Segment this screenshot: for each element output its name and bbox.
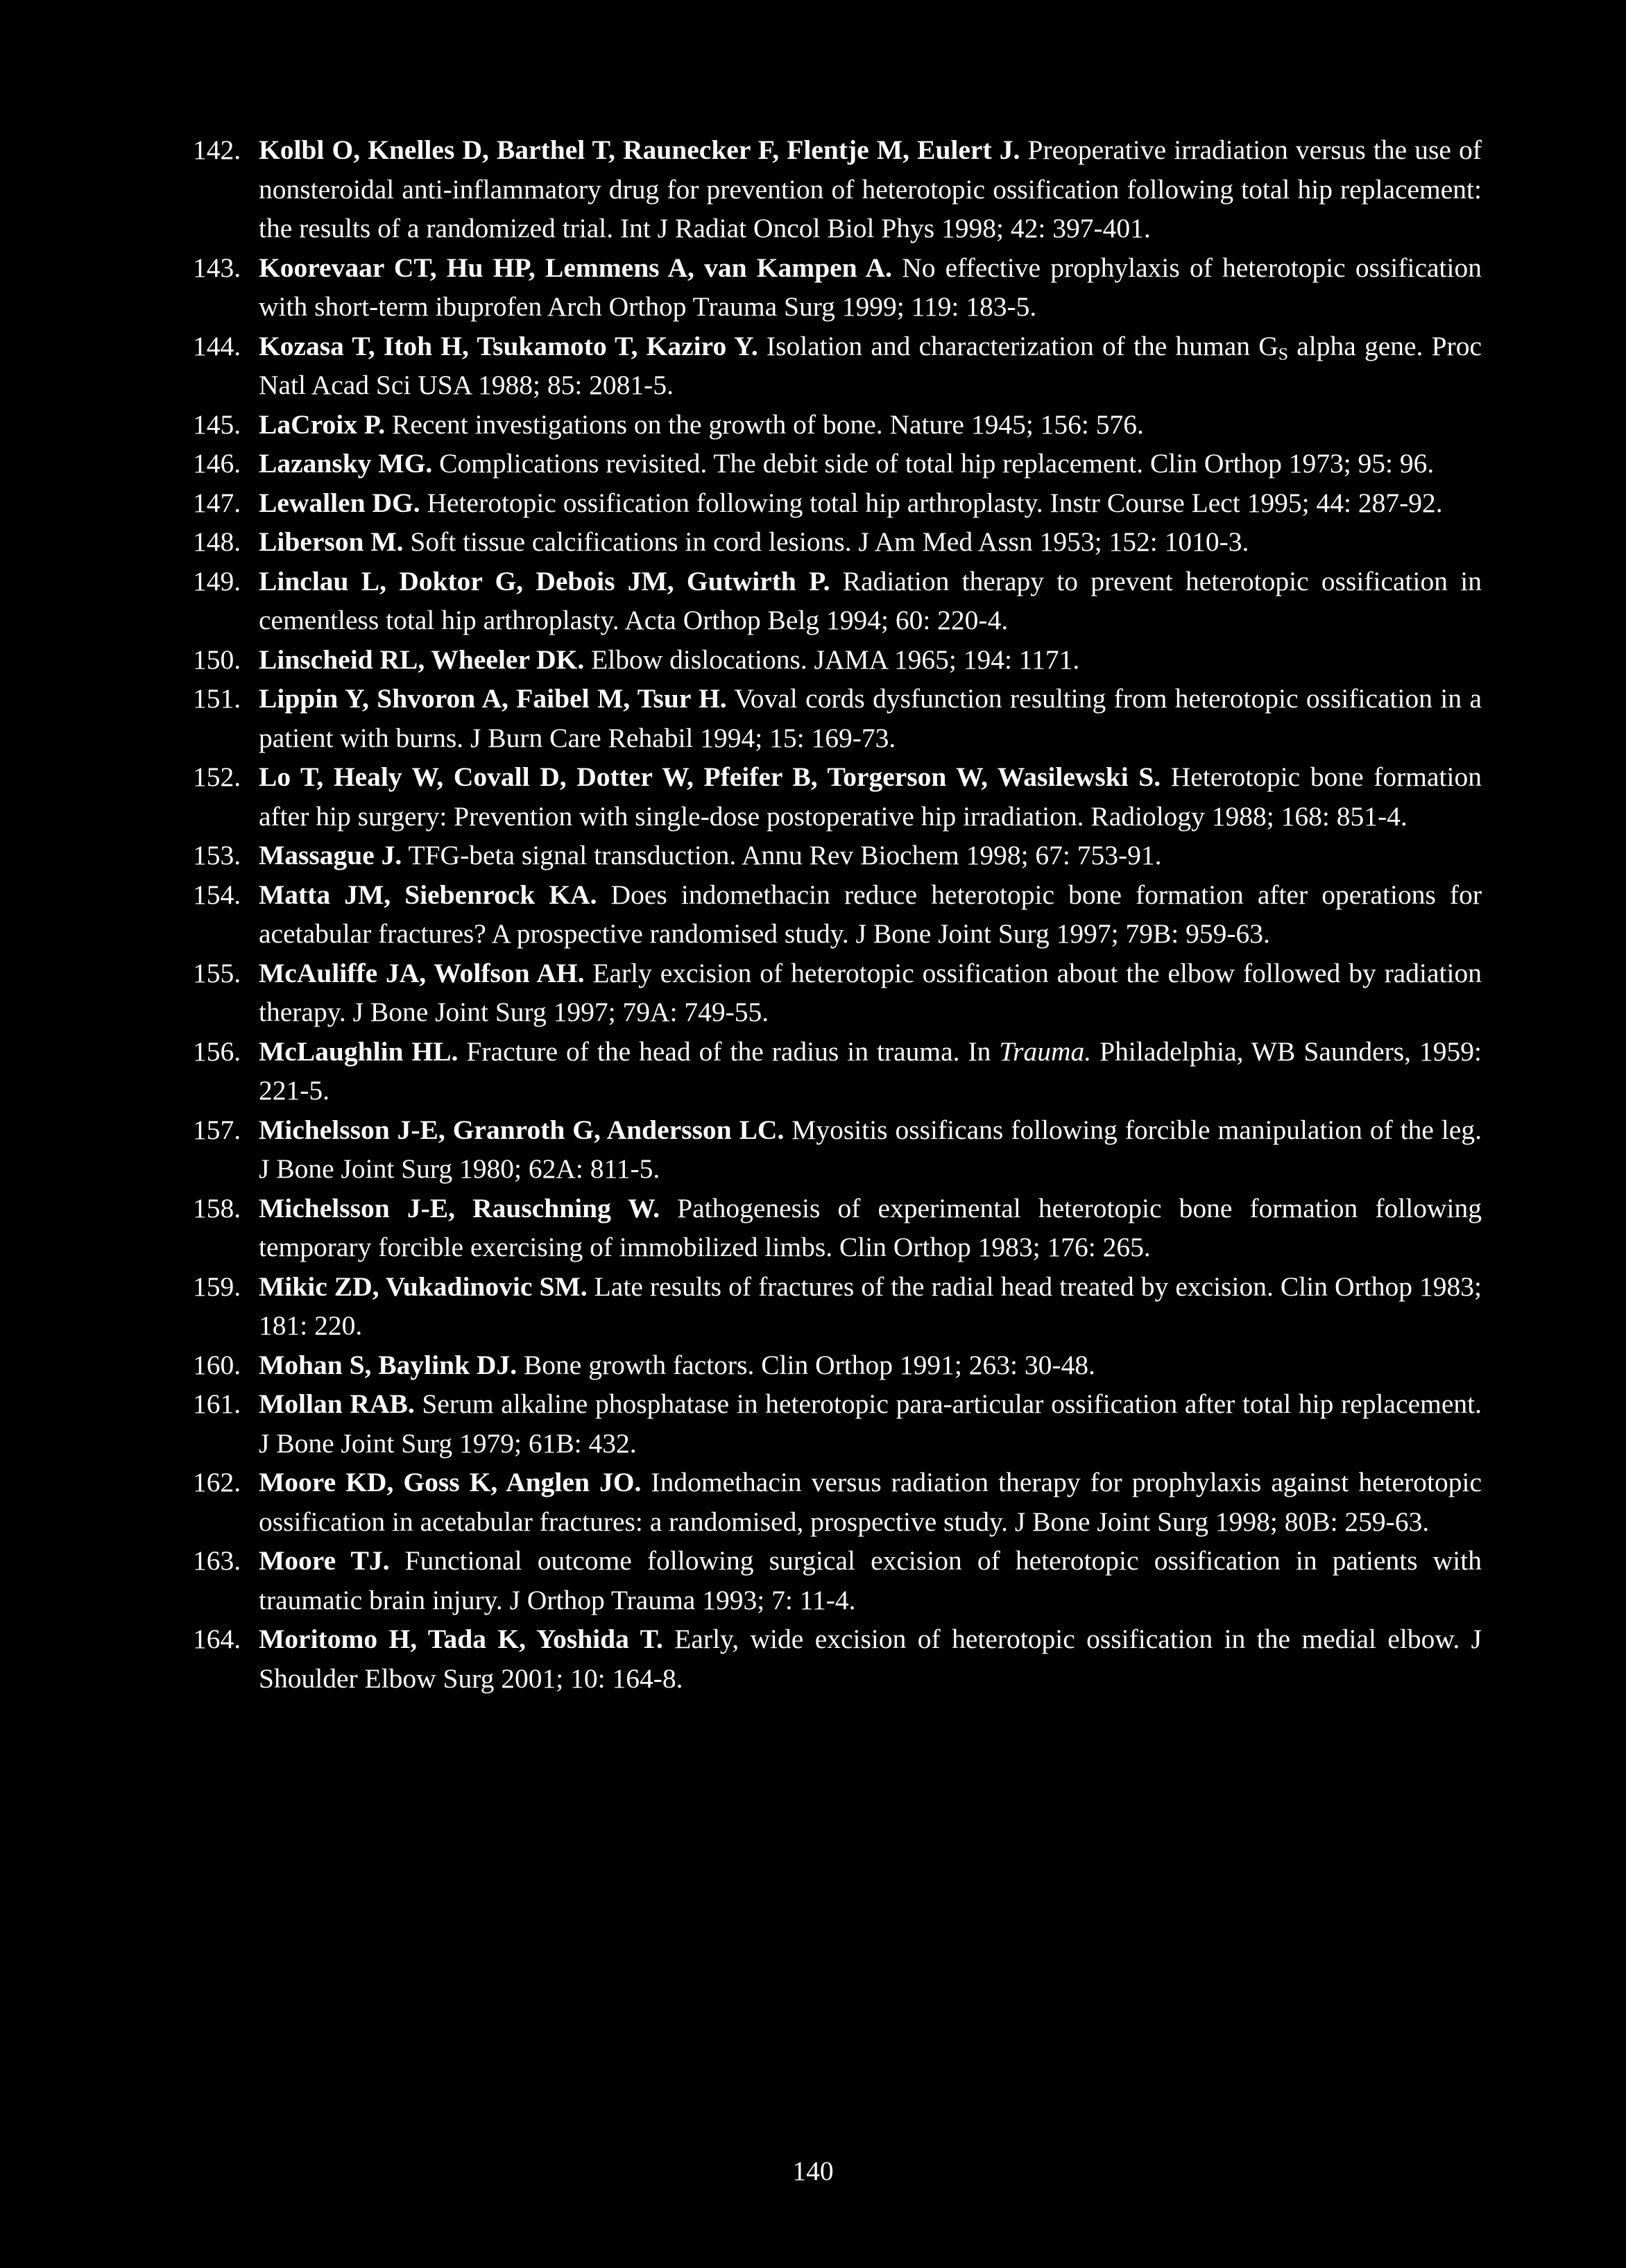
reference-item bbox=[193, 875, 1482, 954]
book-title: Trauma. bbox=[999, 1036, 1092, 1067]
reference-number: 146. bbox=[193, 448, 241, 479]
reference-number: 144. bbox=[193, 330, 241, 361]
reference-body bbox=[259, 1189, 1482, 1267]
page-number: 140 bbox=[792, 2156, 834, 2186]
reference-body bbox=[259, 522, 1482, 562]
reference-item bbox=[193, 1032, 1482, 1110]
reference-text: Myositis ossificans following forcible manipulation of the leg. J Bone Joint Surg 1980; 62A: 811-5. bbox=[259, 1114, 1482, 1184]
reference-authors: McLaughlin HL. bbox=[259, 1036, 459, 1067]
subscript-s: S bbox=[1278, 343, 1289, 363]
reference-authors: Lippin Y, Shvoron A, Faibel M, Tsur H. bbox=[259, 683, 727, 714]
reference-number: 156. bbox=[193, 1036, 241, 1067]
reference-number: 147. bbox=[193, 487, 241, 518]
reference-number: 148. bbox=[193, 526, 241, 557]
reference-body bbox=[259, 875, 1482, 954]
reference-item bbox=[193, 248, 1482, 327]
reference-authors: Mohan S, Baylink DJ. bbox=[259, 1349, 517, 1380]
reference-body bbox=[259, 130, 1482, 248]
reference-text: Fracture of the head of the radius in trauma. In bbox=[458, 1036, 1000, 1067]
reference-number: 145. bbox=[193, 409, 241, 440]
reference-text: Elbow dislocations. JAMA 1965; 194: 1171. bbox=[584, 644, 1080, 675]
reference-item bbox=[193, 1620, 1482, 1698]
reference-body bbox=[259, 405, 1482, 445]
reference-text: Indomethacin versus radiation therapy for prophylaxis against heterotopic ossification in acetabular fractures: a randomised, prospective study. J Bone Joint Surg 1998; 80B: 259-63. bbox=[259, 1467, 1482, 1537]
reference-number: 153. bbox=[193, 840, 241, 870]
reference-text: Does indomethacin reduce heterotopic bone formation after operations for acetabular fractures? A prospective randomised study. J Bone Joint Surg 1997; 79B: 959-63. bbox=[259, 879, 1482, 949]
reference-text: Heterotopic ossification following total hip arthroplasty. Instr Course Lect 1995; 44: 287-92. bbox=[420, 487, 1443, 518]
reference-text: Voval cords dysfunction resulting from heterotopic ossification in a patient with burns. J Burn Care Rehabil 1994; 15: 169-73. bbox=[259, 683, 1482, 753]
reference-authors: Matta JM, Siebenrock KA. bbox=[259, 879, 597, 910]
reference-item bbox=[193, 640, 1482, 680]
reference-item bbox=[193, 1267, 1482, 1346]
reference-number: 161. bbox=[193, 1389, 241, 1419]
reference-body bbox=[259, 1267, 1482, 1346]
reference-text: Isolation and characterization of the human G bbox=[758, 330, 1278, 361]
reference-number: 154. bbox=[193, 879, 241, 910]
reference-body bbox=[259, 1032, 1482, 1110]
reference-number: 163. bbox=[193, 1545, 241, 1576]
reference-body bbox=[259, 1463, 1482, 1541]
reference-body bbox=[259, 483, 1482, 523]
reference-text: Radiation therapy to prevent heterotopic ossification in cementless total hip arthroplasty. Acta Orthop Belg 1994; 60: 220-4. bbox=[259, 565, 1482, 635]
reference-item bbox=[193, 405, 1482, 445]
reference-body bbox=[259, 954, 1482, 1032]
reference-item bbox=[193, 1110, 1482, 1189]
reference-number: 142. bbox=[193, 135, 241, 165]
reference-authors: McAuliffe JA, Wolfson AH. bbox=[259, 957, 585, 988]
reference-item bbox=[193, 1384, 1482, 1463]
reference-authors: LaCroix P. bbox=[259, 409, 386, 440]
reference-text: Functional outcome following surgical excision of heterotopic ossification in patients with traumatic brain injury. J Orthop Trauma 1993; 7: 11-4. bbox=[259, 1545, 1482, 1615]
reference-authors: Linscheid RL, Wheeler DK. bbox=[259, 644, 585, 675]
reference-item bbox=[193, 483, 1482, 523]
reference-authors: Mollan RAB. bbox=[259, 1389, 415, 1419]
reference-authors: Koorevaar CT, Hu HP, Lemmens A, van Kampen A. bbox=[259, 252, 893, 283]
reference-number: 157. bbox=[193, 1114, 241, 1145]
reference-body bbox=[259, 1110, 1482, 1189]
reference-body bbox=[259, 1384, 1482, 1463]
reference-text: TFG-beta signal transduction. Annu Rev Biochem 1998; 67: 753-91. bbox=[402, 840, 1162, 870]
reference-authors: Kolbl O, Knelles D, Barthel T, Raunecker F, Flentje M, Eulert J. bbox=[259, 135, 1020, 165]
reference-item bbox=[193, 679, 1482, 757]
reference-text-continued: Philadelphia, WB Saunders, 1959: 221-5. bbox=[259, 1036, 1482, 1106]
reference-item bbox=[193, 562, 1482, 640]
reference-item bbox=[193, 444, 1482, 483]
reference-number: 162. bbox=[193, 1467, 241, 1497]
reference-body bbox=[259, 1541, 1482, 1620]
reference-body bbox=[259, 1346, 1482, 1385]
reference-authors: Michelsson J-E, Granroth G, Andersson LC. bbox=[259, 1114, 785, 1145]
reference-item bbox=[193, 836, 1482, 875]
reference-item bbox=[193, 130, 1482, 248]
reference-item bbox=[193, 954, 1482, 1032]
reference-body bbox=[259, 757, 1482, 836]
reference-authors: Kozasa T, Itoh H, Tsukamoto T, Kaziro Y. bbox=[259, 330, 758, 361]
reference-authors: Moritomo H, Tada K, Yoshida T. bbox=[259, 1624, 663, 1654]
reference-authors: Massague J. bbox=[259, 840, 402, 870]
reference-number: 158. bbox=[193, 1192, 241, 1223]
reference-text: Late results of fractures of the radial head treated by excision. Clin Orthop 1983; 181: 220. bbox=[259, 1271, 1482, 1341]
reference-body bbox=[259, 444, 1482, 483]
reference-number: 155. bbox=[193, 957, 241, 988]
reference-body bbox=[259, 327, 1482, 405]
reference-item bbox=[193, 1541, 1482, 1620]
reference-authors: Linclau L, Doktor G, Debois JM, Gutwirth P. bbox=[259, 565, 830, 596]
reference-list bbox=[193, 130, 1482, 1698]
reference-text: Pathogenesis of experimental heterotopic bone formation following temporary forcible exercising of immobilized limbs. Clin Orthop 1983; 176: 265. bbox=[259, 1192, 1482, 1262]
reference-text: Recent investigations on the growth of bone. Nature 1945; 156: 576. bbox=[385, 409, 1144, 440]
reference-authors: Lewallen DG. bbox=[259, 487, 420, 518]
reference-authors: Lo T, Healy W, Covall D, Dotter W, Pfeifer B, Torgerson W, Wasilewski S. bbox=[259, 762, 1161, 792]
reference-item bbox=[193, 1463, 1482, 1541]
reference-text: Complications revisited. The debit side of total hip replacement. Clin Orthop 1973; 95: 96. bbox=[432, 448, 1435, 479]
reference-authors: Moore TJ. bbox=[259, 1545, 390, 1576]
reference-item bbox=[193, 522, 1482, 562]
reference-item bbox=[193, 1189, 1482, 1267]
reference-body bbox=[259, 679, 1482, 757]
reference-item bbox=[193, 1346, 1482, 1385]
reference-text: Soft tissue calcifications in cord lesions. J Am Med Assn 1953; 152: 1010-3. bbox=[403, 526, 1249, 557]
reference-text: Bone growth factors. Clin Orthop 1991; 263: 30-48. bbox=[517, 1349, 1095, 1380]
reference-authors: Michelsson J-E, Rauschning W. bbox=[259, 1192, 660, 1223]
reference-text: Early, wide excision of heterotopic ossification in the medial elbow. J Shoulder Elbow Surg 2001; 10: 164-8. bbox=[259, 1624, 1482, 1694]
reference-text: Heterotopic bone formation after hip surgery: Prevention with single-dose postoperative hip irradiation. Radiology 1988; 168: 851-4. bbox=[259, 762, 1482, 832]
reference-body bbox=[259, 640, 1482, 680]
reference-number: 149. bbox=[193, 565, 241, 596]
reference-text: Preoperative irradiation versus the use of nonsteroidal anti-inflammatory drug for prevention of heterotopic ossification following total hip replacement: the results of a randomized trial. Int J Radiat Oncol Biol Phys 1998; 42: 397-401. bbox=[259, 135, 1482, 243]
reference-body bbox=[259, 1620, 1482, 1698]
reference-authors: Moore KD, Goss K, Anglen JO. bbox=[259, 1467, 642, 1497]
reference-body bbox=[259, 248, 1482, 327]
reference-item bbox=[193, 757, 1482, 836]
reference-body bbox=[259, 836, 1482, 875]
reference-number: 152. bbox=[193, 762, 241, 792]
reference-number: 151. bbox=[193, 683, 241, 714]
reference-text-continued: alpha gene. Proc Natl Acad Sci USA 1988; 85: 2081-5. bbox=[259, 330, 1482, 400]
reference-number: 150. bbox=[193, 644, 241, 675]
reference-number: 143. bbox=[193, 252, 241, 283]
reference-number: 159. bbox=[193, 1271, 241, 1302]
reference-body bbox=[259, 562, 1482, 640]
reference-authors: Lazansky MG. bbox=[259, 448, 433, 479]
reference-item bbox=[193, 327, 1482, 405]
reference-text: No effective prophylaxis of heterotopic ossification with short-term ibuprofen Arch Orthop Trauma Surg 1999; 119: 183-5. bbox=[259, 252, 1482, 322]
reference-authors: Mikic ZD, Vukadinovic SM. bbox=[259, 1271, 588, 1302]
reference-authors: Liberson M. bbox=[259, 526, 404, 557]
reference-number: 164. bbox=[193, 1624, 241, 1654]
reference-number: 160. bbox=[193, 1349, 241, 1380]
reference-text: Early excision of heterotopic ossification about the elbow followed by radiation therapy. J Bone Joint Surg 1997; 79A: 749-55. bbox=[259, 957, 1482, 1027]
reference-text: Serum alkaline phosphatase in heterotopic para-articular ossification after total hip replacement. J Bone Joint Surg 1979; 61B: 432. bbox=[259, 1389, 1482, 1459]
